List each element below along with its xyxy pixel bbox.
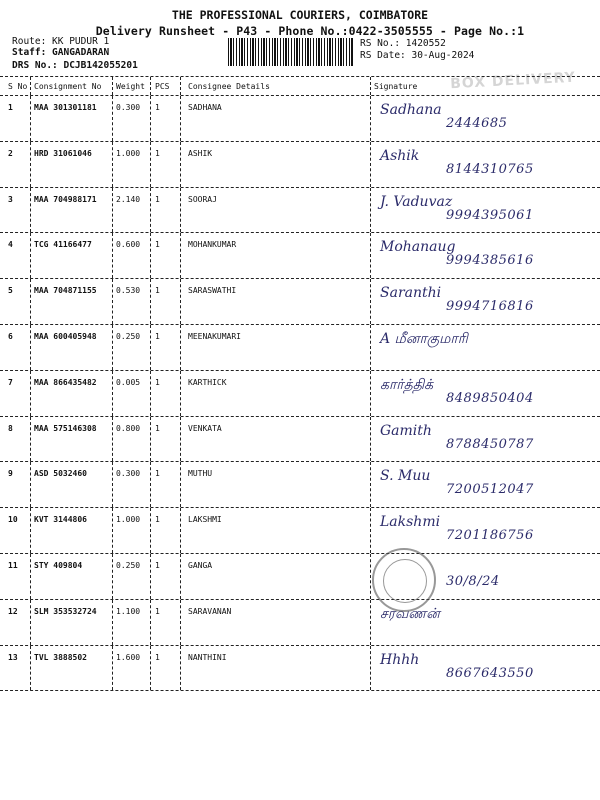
row-sno: 10 — [8, 515, 18, 525]
row-consignment-no: TVL 3888502 — [34, 652, 87, 662]
column-divider — [112, 233, 113, 278]
row-consignee: NANTHINI — [188, 652, 227, 662]
rs-number: RS No.: 1420552 — [360, 38, 446, 49]
column-divider — [370, 508, 371, 553]
column-divider — [370, 188, 371, 233]
company-title: THE PROFESSIONAL COURIERS, COIMBATORE — [171, 8, 429, 22]
column-divider — [150, 462, 151, 507]
row-pcs: 1 — [155, 606, 160, 616]
runsheet-subtitle: Delivery Runsheet - P43 - Phone No.:0422-3505555 - Page No.:1 — [95, 24, 525, 38]
row-sno: 1 — [8, 103, 13, 112]
row-sno: 2 — [8, 148, 13, 158]
row-pcs: 1 — [155, 194, 160, 204]
table-row — [0, 188, 600, 234]
signature-phone: 8144310765 — [446, 161, 534, 177]
column-divider — [30, 646, 31, 691]
column-divider — [370, 600, 371, 645]
signature-name: Hhhh — [380, 651, 420, 668]
column-divider — [30, 188, 31, 233]
row-weight: 1.000 — [116, 148, 141, 158]
row-weight: 0.600 — [116, 240, 141, 250]
row-sno: 7 — [8, 377, 13, 387]
column-divider — [112, 279, 113, 324]
row-pcs: 1 — [155, 560, 160, 570]
row-consignment-no: MAA 704988171 — [34, 194, 97, 204]
table-row — [0, 233, 600, 279]
column-divider — [370, 142, 371, 187]
signature-name: Ashik — [380, 147, 420, 164]
row-weight: 0.005 — [116, 377, 141, 387]
row-consignee: MOHANKUMAR — [188, 240, 237, 250]
box-delivery-stamp: BOX DELIVERY — [449, 69, 577, 93]
rs-date: RS Date: 30-Aug-2024 — [360, 50, 475, 61]
row-pcs: 1 — [155, 423, 160, 433]
column-divider — [30, 96, 31, 141]
row-consignee: SARASWATHI — [188, 286, 237, 296]
signature-phone: 9994716816 — [446, 299, 534, 315]
column-divider — [180, 77, 181, 95]
signature-name: Gamith — [380, 422, 432, 439]
handwritten-signature — [376, 233, 596, 278]
column-divider — [150, 371, 151, 416]
row-weight: 1.600 — [116, 652, 141, 662]
column-divider — [112, 462, 113, 507]
column-divider — [150, 325, 151, 370]
handwritten-signature — [376, 325, 596, 370]
signature-name: Sadhana — [380, 102, 442, 118]
signature-phone: 7200512047 — [446, 482, 534, 498]
runsheet-table — [0, 76, 600, 691]
column-divider — [370, 371, 371, 416]
row-consignment-no: KVT 3144806 — [34, 515, 87, 525]
column-divider — [370, 233, 371, 278]
column-divider — [370, 77, 371, 95]
column-divider — [370, 462, 371, 507]
column-divider — [150, 646, 151, 691]
row-pcs: 1 — [155, 331, 160, 341]
column-divider — [112, 371, 113, 416]
signature-name: J. Vaduvaz — [380, 193, 453, 210]
row-consignment-no: ASD 5032460 — [34, 469, 87, 479]
handwritten-signature — [376, 462, 596, 507]
column-divider — [150, 233, 151, 278]
column-divider — [30, 233, 31, 278]
table-header-row — [0, 76, 600, 96]
handwritten-signature — [376, 371, 596, 416]
column-divider — [180, 600, 181, 645]
row-weight: 0.530 — [116, 286, 141, 296]
runsheet-header — [0, 0, 600, 78]
column-divider — [180, 142, 181, 187]
col-header-weight: Weight — [116, 82, 145, 91]
signature-name: Lakshmi — [380, 514, 441, 531]
table-row — [0, 371, 600, 417]
row-weight: 1.100 — [116, 606, 141, 616]
column-divider — [180, 554, 181, 599]
col-header-consignee: Consignee Details — [188, 82, 270, 91]
handwritten-signature — [376, 279, 596, 324]
column-divider — [150, 554, 151, 599]
signature-phone: 8489850404 — [446, 390, 534, 406]
column-divider — [180, 462, 181, 507]
row-sno: 12 — [8, 606, 18, 616]
row-sno: 6 — [8, 331, 13, 341]
row-consignee: MUTHU — [188, 469, 213, 479]
row-sno: 5 — [8, 286, 13, 296]
row-weight: 0.250 — [116, 560, 141, 570]
column-divider — [150, 417, 151, 462]
row-weight: 0.300 — [116, 469, 141, 479]
column-divider — [180, 417, 181, 462]
column-divider — [30, 77, 31, 95]
staff-label: Staff: GANGADARAN — [12, 47, 110, 58]
signature-name: A மீனாகுமாரி — [380, 330, 468, 347]
column-divider — [112, 188, 113, 233]
column-divider — [180, 279, 181, 324]
row-consignee: SOORAJ — [188, 194, 217, 204]
column-divider — [370, 325, 371, 370]
col-header-sno: S No — [8, 82, 28, 91]
signature-phone: 30/8/24 — [446, 573, 500, 589]
signature-phone: 8667643550 — [446, 665, 534, 681]
column-divider — [112, 77, 113, 95]
row-pcs: 1 — [155, 469, 160, 479]
column-divider — [180, 188, 181, 233]
barcode — [228, 38, 354, 66]
handwritten-signature — [376, 142, 596, 187]
handwritten-signature — [376, 508, 596, 553]
table-row — [0, 142, 600, 188]
col-header-signature: Signature — [374, 82, 418, 91]
column-divider — [112, 325, 113, 370]
row-sno: 3 — [8, 194, 13, 204]
handwritten-signature — [376, 188, 596, 233]
row-weight: 0.250 — [116, 331, 141, 341]
table-row — [0, 646, 600, 692]
row-consignee: SADHANA — [188, 103, 222, 112]
row-consignee: ASHIK — [188, 148, 213, 158]
column-divider — [112, 417, 113, 462]
col-header-consignment: Consignment No — [34, 82, 102, 91]
signature-name: Mohanaug — [380, 239, 456, 256]
row-consignment-no: SLM 353532724 — [34, 606, 97, 616]
row-consignee: GANGA — [188, 560, 213, 570]
signature-phone: 7201186756 — [446, 528, 534, 544]
column-divider — [150, 96, 151, 141]
table-row — [0, 417, 600, 463]
handwritten-signature — [376, 646, 596, 691]
col-header-pcs: PCS — [155, 82, 170, 91]
row-sno: 13 — [8, 652, 18, 662]
column-divider — [112, 508, 113, 553]
row-consignment-no: TCG 41166477 — [34, 240, 92, 250]
column-divider — [112, 646, 113, 691]
column-divider — [180, 646, 181, 691]
row-weight: 0.800 — [116, 423, 141, 433]
column-divider — [112, 96, 113, 141]
column-divider — [112, 142, 113, 187]
row-consignment-no: MAA 704871155 — [34, 286, 97, 296]
route-label: Route: KK PUDUR 1 — [12, 36, 110, 47]
column-divider — [30, 554, 31, 599]
row-consignment-no: HRD 31061046 — [34, 148, 92, 158]
column-divider — [150, 508, 151, 553]
table-row — [0, 279, 600, 325]
column-divider — [150, 279, 151, 324]
column-divider — [370, 279, 371, 324]
column-divider — [180, 325, 181, 370]
table-row — [0, 96, 600, 142]
column-divider — [180, 508, 181, 553]
row-pcs: 1 — [155, 515, 160, 525]
column-divider — [370, 554, 371, 599]
signature-phone: 9994385616 — [446, 253, 534, 269]
row-consignee: MEENAKUMARI — [188, 331, 241, 341]
column-divider — [180, 96, 181, 141]
drs-number: DRS No.: DCJB142055201 — [12, 60, 138, 71]
table-row — [0, 600, 600, 646]
column-divider — [30, 371, 31, 416]
column-divider — [180, 233, 181, 278]
row-pcs: 1 — [155, 240, 160, 250]
column-divider — [150, 188, 151, 233]
row-pcs: 1 — [155, 377, 160, 387]
column-divider — [150, 142, 151, 187]
column-divider — [30, 142, 31, 187]
table-row — [0, 508, 600, 554]
row-weight: 2.140 — [116, 194, 141, 204]
row-consignee: SARAVANAN — [188, 606, 232, 616]
row-consignee: VENKATA — [188, 423, 222, 433]
column-divider — [180, 371, 181, 416]
row-weight: 1.000 — [116, 515, 141, 525]
table-body — [0, 96, 600, 691]
column-divider — [370, 417, 371, 462]
signature-name: Saranthi — [380, 285, 442, 302]
row-sno: 11 — [8, 560, 18, 570]
row-consignment-no: MAA 866435482 — [34, 377, 97, 387]
row-pcs: 1 — [155, 652, 160, 662]
signature-name: சரவணன் — [380, 605, 440, 622]
row-pcs: 1 — [155, 148, 160, 158]
row-consignment-no: MAA 301301181 — [34, 103, 97, 112]
row-sno: 8 — [8, 423, 13, 433]
row-weight: 0.300 — [116, 103, 141, 112]
signature-phone: 2444685 — [446, 116, 508, 131]
row-consignee: LAKSHMI — [188, 515, 222, 525]
column-divider — [370, 646, 371, 691]
row-consignment-no: STY 409804 — [34, 560, 83, 570]
column-divider — [30, 279, 31, 324]
row-pcs: 1 — [155, 286, 160, 296]
signature-name: கார்த்திக் — [380, 376, 434, 393]
column-divider — [30, 325, 31, 370]
column-divider — [112, 600, 113, 645]
column-divider — [30, 462, 31, 507]
table-row — [0, 554, 600, 600]
row-consignment-no: MAA 600405948 — [34, 331, 97, 341]
column-divider — [150, 77, 151, 95]
row-pcs: 1 — [155, 103, 160, 112]
column-divider — [150, 600, 151, 645]
row-consignment-no: MAA 575146308 — [34, 423, 97, 433]
row-sno: 4 — [8, 240, 13, 250]
row-consignee: KARTHICK — [188, 377, 227, 387]
column-divider — [30, 508, 31, 553]
column-divider — [370, 96, 371, 141]
signature-name: S. Muu — [380, 468, 431, 485]
handwritten-signature — [376, 96, 596, 141]
table-row — [0, 462, 600, 508]
round-seal-stamp — [372, 548, 436, 612]
handwritten-signature — [376, 417, 596, 462]
column-divider — [30, 600, 31, 645]
signature-phone: 8788450787 — [446, 436, 534, 452]
signature-phone: 9994395061 — [446, 207, 534, 223]
table-row — [0, 325, 600, 371]
column-divider — [112, 554, 113, 599]
row-sno: 9 — [8, 469, 13, 479]
column-divider — [30, 417, 31, 462]
